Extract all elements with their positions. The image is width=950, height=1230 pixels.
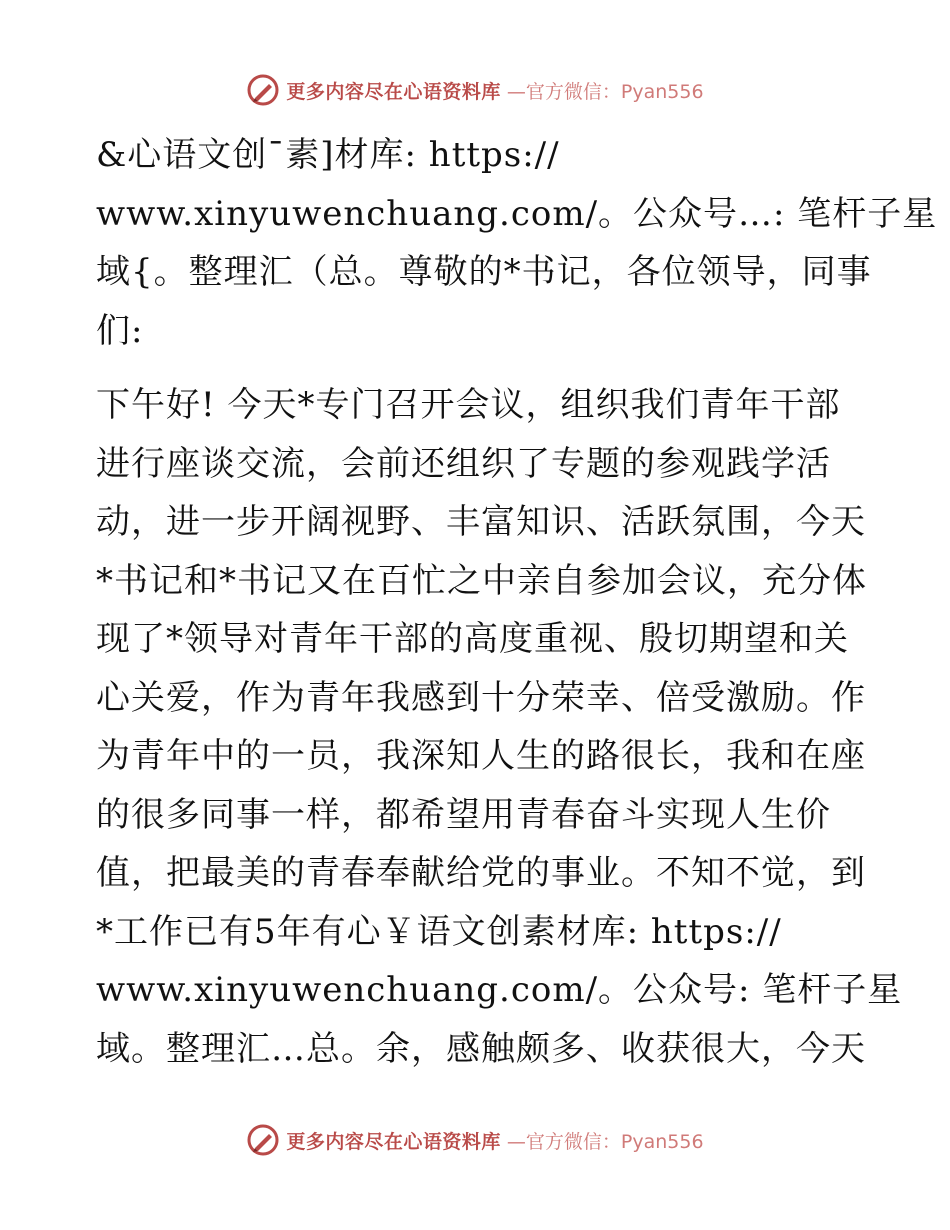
text-line: 为青年中的一员，我深知人生的路很长，我和在座 <box>96 736 866 776</box>
text-line: 进行座谈交流，会前还组织了专题的参观践学活 <box>96 443 831 484</box>
pen-logo-icon <box>246 73 280 107</box>
footer-banner <box>0 1120 950 1160</box>
paragraph <box>96 376 903 1078</box>
text-line: 动，进一步开阔视野、丰富知识、活跃氛围，今天 <box>96 502 866 542</box>
text-line: 值，把最美的青春奉献给党的事业。不知不觉，到 <box>96 853 866 893</box>
pen-logo-icon <box>246 1123 280 1157</box>
text-line: 现了*领导对青年干部的高度重视、殷切期望和关 <box>96 619 849 659</box>
document-body <box>96 126 938 1078</box>
paragraph <box>96 126 938 360</box>
text-line: 域。整理汇…总。余，感触颇多、收获很大，今天 <box>96 1028 866 1069</box>
header-banner <box>0 70 950 110</box>
text-line: 心关爱，作为青年我感到十分荣幸、倍受激励。作 <box>96 677 866 718</box>
text-line: 们: <box>96 310 144 351</box>
text-line: www.xinyuwenchuang.com/。公众号: 笔杆子星 <box>96 970 903 1010</box>
banner-main-text: 更多内容尽在心语资料库 <box>286 1130 501 1153</box>
text-line: 域{。整理汇（总。尊敬的*书记，各位领导，同事 <box>96 252 872 292</box>
text-line: www.xinyuwenchuang.com/。公众号…: 笔杆子星 <box>96 193 938 234</box>
text-line: 下午好! 今天*专门召开会议，组织我们青年干部 <box>96 385 841 425</box>
banner-wechat-text: —官方微信：Pyan556 <box>506 1130 704 1153</box>
text-line: *书记和*书记又在百忙之中亲自参加会议，充分体 <box>96 560 867 601</box>
text-line: &心语文创¯素]材库: https:// <box>96 135 560 175</box>
text-line: *工作已有5年有心￥语文创素材库: https:// <box>96 911 782 952</box>
text-line: 的很多同事一样，都希望用青春奋斗实现人生价 <box>96 794 831 835</box>
banner-wechat-text: —官方微信：Pyan556 <box>506 80 704 103</box>
banner-main-text: 更多内容尽在心语资料库 <box>286 80 501 103</box>
